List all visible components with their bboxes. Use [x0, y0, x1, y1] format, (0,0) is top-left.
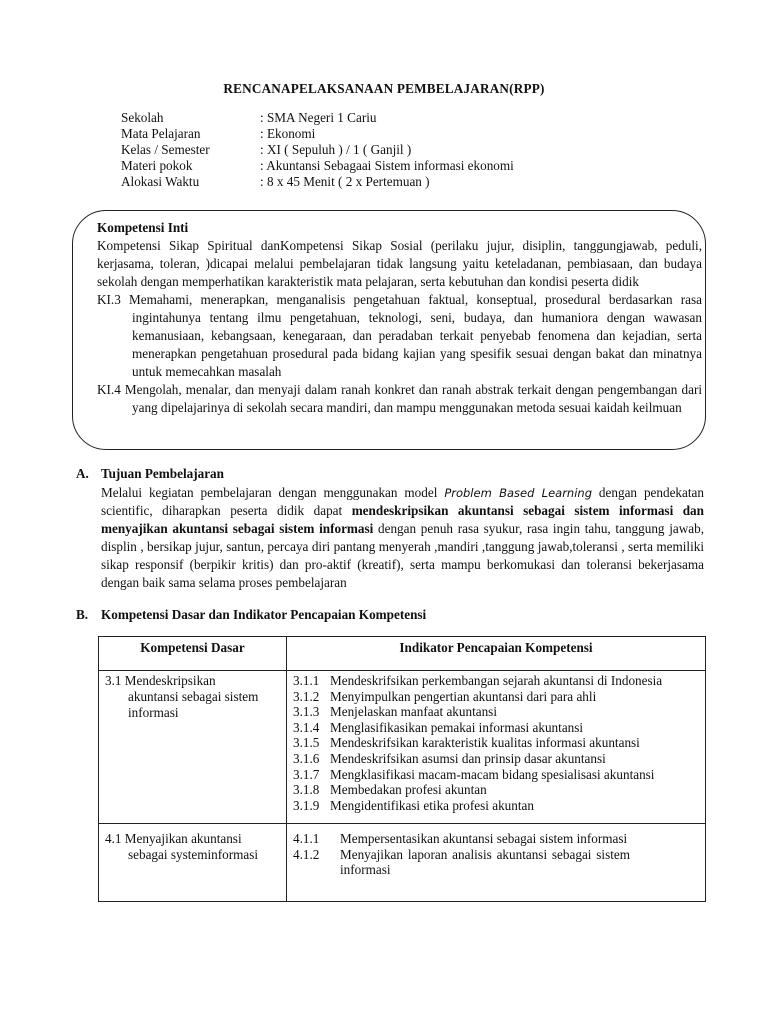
kd-title-cont: akuntansi sebagai sistem informasi: [128, 689, 259, 720]
kompetensi-inti-content: [97, 219, 702, 417]
kd-text: [105, 831, 282, 847]
info-value: : Akuntansi Sebagaai Sistem informasi ekonomi: [260, 158, 514, 173]
info-value: : XI ( Sepuluh ) / 1 ( Ganjil ): [260, 142, 412, 157]
section-kompetensi-dasar: [76, 607, 704, 623]
info-label: Sekolah: [121, 110, 164, 125]
model-name: Problem Based Learning: [444, 486, 592, 500]
indicator-cell: [287, 824, 706, 902]
section-heading: [76, 607, 704, 623]
info-row: [121, 174, 514, 190]
table-header-kd: Kompetensi Dasar: [99, 637, 287, 671]
section-title: Tujuan Pembelajaran: [101, 466, 224, 481]
indicator-text: Mengidentifikasi etika profesi akuntan: [330, 797, 534, 813]
indicator-text: Mempersentasikan akuntansi sebagai sistem informasi: [340, 831, 628, 846]
indicator-number: 3.1.7: [293, 766, 320, 782]
kd-number: 3.1: [105, 673, 122, 688]
indicator-number: 3.1.3: [293, 704, 320, 720]
info-label: Materi pokok: [121, 158, 193, 173]
info-value: : SMA Negeri 1 Cariu: [260, 110, 377, 125]
info-row: [121, 126, 514, 142]
kd-text: [105, 673, 282, 689]
indicator-item: [293, 831, 701, 847]
indicator-item: [293, 704, 701, 720]
indicator-number: 3.1.1: [293, 673, 320, 688]
indicator-number: 3.1.2: [293, 688, 320, 704]
tujuan-bold-text: mendeskripsikan akuntansi sebagai sistem informasi dan menyajikan akuntansi sebagai sistem informasi: [101, 503, 704, 536]
indicator-text: Mendeskrifsikan asumsi dan prinsip dasar akuntansi: [330, 750, 606, 766]
kompetensi-inti-intro: Kompetensi Sikap Spiritual danKompetensi Sikap Sosial (perilaku jujur, disiplin, tanggungjawab, peduli, kerjasama, toleran, )dicapai melalui pembelajaran tidak langsung yaitu keteladanan, pembiasaan, dan budaya sekolah dengan memperhatikan karakteristik mata pelajaran, serta kebutuhan dan kondisi peserta didik: [97, 238, 702, 289]
indicator-text: Membedakan profesi akuntan: [330, 782, 487, 798]
page-title: RENCANAPELAKSANAAN PEMBELAJARAN(RPP): [223, 81, 545, 96]
indicator-text: Mendeskrifsikan karakteristik kualitas informasi akuntansi: [330, 735, 640, 751]
indicator-item: [293, 751, 701, 767]
kd-indicator-table: [98, 636, 706, 902]
kd-number: 4.1: [105, 831, 122, 846]
info-label: Alokasi Waktu: [121, 174, 200, 189]
indicator-cell: [287, 671, 706, 824]
section-tujuan-pembelajaran: [76, 466, 704, 592]
section-title: Kompetensi Dasar dan Indikator Pencapaian Kompetensi: [101, 607, 427, 622]
indicator-item: [293, 720, 701, 736]
section-heading: [76, 466, 704, 482]
indicator-text: Menjelaskan manfaat akuntansi: [330, 704, 497, 720]
indicator-text: Menyajikan laporan analisis akuntansi sebagai sistem informasi: [340, 846, 630, 878]
section-letter: A.: [76, 466, 89, 481]
table-row: [99, 824, 706, 902]
indicator-item: [293, 782, 701, 798]
tujuan-paragraph: [101, 484, 704, 592]
tujuan-text-1: Melalui kegiatan pembelajaran dengan menggunakan model: [101, 485, 445, 500]
section-letter: B.: [76, 607, 89, 622]
ki3-paragraph: KI.3 Memahami, menerapkan, menganalisis pengetahuan faktual, konseptual, prosedural berdasarkan rasa ingintahunya tentang ilmu pengetahuan, teknologi, seni, budaya, dan humaniora dengan wawasan kemanusiaan, kebangsaan, kenegaraan, dan peradaban terkait penyebab fenomena dan kejadian, serta menerapkan pengetahuan prosedural pada bidang kajian yang spesifik sesuai dengan bakat dan minatnya untuk memecahkan masalah: [97, 292, 702, 379]
table-header-row: [99, 637, 706, 671]
kd-title: Mendeskripsikan: [124, 673, 216, 688]
info-label: Kelas / Semester: [121, 142, 210, 157]
indicator-number: 4.1.1: [293, 831, 320, 846]
table-row: [99, 671, 706, 824]
indicator-item: [293, 847, 701, 878]
info-label: Mata Pelajaran: [121, 126, 201, 141]
indicator-number: 3.1.8: [293, 782, 320, 798]
info-row: [121, 110, 514, 126]
kd-title-cont: sebagai systeminformasi: [128, 847, 259, 862]
indicator-item: [293, 735, 701, 751]
info-row: [121, 158, 514, 174]
kd-cell: [99, 671, 287, 824]
indicator-item: [293, 689, 701, 705]
tujuan-text-3: dengan penuh rasa syukur, rasa ingin tahu, tanggung jawab, displin , bersikap jujur, santun, percaya diri pantang menyerah ,mandiri ,tanggung jawab,toleransi , serta memiliki sikap responsif (berpikir kritis) dan pro-aktif (kreatif), serta mampu berkomukasi dan toleransi bekerjasama dengan baik sama selama proses pembelajaran: [101, 521, 704, 590]
info-row: [121, 142, 514, 158]
indicator-item: [293, 767, 701, 783]
tujuan-text-2: dengan pendekatan scientific, diharapkan peserta didik dapat: [101, 485, 704, 518]
indicator-number: 3.1.4: [293, 719, 320, 735]
indicator-item: [293, 673, 701, 689]
indicator-text: Mengklasifikasi macam-macam bidang spesialisasi akuntansi: [330, 766, 655, 782]
kd-cell: [99, 824, 287, 902]
info-value: : 8 x 45 Menit ( 2 x Pertemuan ): [260, 174, 430, 189]
indicator-text: Menyimpulkan pengertian akuntansi dari para ahli: [330, 688, 597, 704]
indicator-number: 3.1.9: [293, 797, 320, 813]
kd-title: Menyajikan akuntansi: [124, 831, 242, 846]
ki4-paragraph: KI.4 Mengolah, menalar, dan menyaji dalam ranah konkret dan ranah abstrak terkait dengan pengembangan dari yang dipelajarinya di sekolah secara mandiri, dan mampu menggunakan metoda sesuai kaidah keilmuan: [97, 382, 702, 415]
indicator-number: 4.1.2: [293, 846, 320, 862]
identity-info: [121, 110, 514, 190]
indicator-number: 3.1.5: [293, 735, 320, 751]
table-header-indicator: Indikator Pencapaian Kompetensi: [287, 637, 706, 671]
indicator-number: 3.1.6: [293, 750, 320, 766]
indicator-text: Menglasifikasikan pemakai informasi akuntansi: [330, 719, 584, 735]
indicator-item: [293, 798, 701, 814]
indicator-text: Mendeskrifsikan perkembangan sejarah akuntansi di Indonesia: [330, 673, 663, 688]
kompetensi-inti-heading: Kompetensi Inti: [97, 220, 189, 235]
info-value: : Ekonomi: [260, 126, 316, 141]
